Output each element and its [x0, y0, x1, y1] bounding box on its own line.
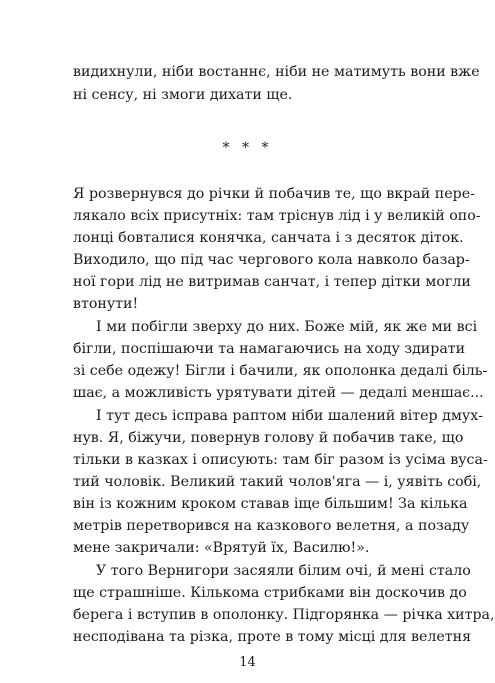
text-line: бігли, поспішаючи та намагаючись на ходу здирати [73, 341, 466, 357]
text-line: метрів перетворився на казкового велетня, а позаду [73, 518, 470, 534]
text-line: Виходило, що під час чергового кола навколо базар- [73, 252, 470, 268]
text-line: тий чоловік. Великий такий чолов'яга — і, уявіть собі, [73, 474, 482, 490]
text-line: несподівана та різка, проте в тому місці для велетня [73, 629, 472, 645]
text-line: лякало всіх присутніх: там тріснув лід і у великій опо- [73, 208, 481, 224]
page-number: 14 [239, 655, 256, 670]
section-separator: * * * [222, 140, 273, 156]
text-line: І ми побігли зверху до них. Боже мій, як же ми всі [96, 319, 478, 335]
text-line: зі себе одежу! Бігли і бачили, як ополонка дедалі біль- [73, 363, 488, 379]
text-line: ще страшніше. Кількома стрибками він доскочив до [73, 585, 467, 601]
text-line: Я розвернувся до річки й побачив те, що вкрай пере- [73, 186, 475, 202]
text-line: мене закричали: «Врятуй їх, Василю!». [73, 540, 370, 556]
text-line: берега і вступив в ополонку. Підгорянка — річка хитра, [73, 607, 495, 623]
text-line: лонці бовталися конячка, санчата і з десяток діток. [73, 230, 464, 246]
text-line: втонути! [73, 296, 139, 312]
text-line: ної гори лід не витримав санчат, і тепер дітки могли [73, 274, 471, 290]
text-line: У того Вернигори засяяли білим очі, й мені стало [96, 563, 471, 579]
text-line: ні сенсу, ні змоги дихати ще. [73, 87, 293, 103]
text-line: видихнули, ніби востаннє, ніби не матимуть вони вже [73, 64, 480, 80]
text-line: нув. Я, біжучи, повернув голову й побачив таке, що [73, 430, 464, 446]
text-line: тільки в казках і описують: там біг разом із усіма вуса- [73, 452, 488, 468]
text-line: шає, а можливість урятувати дітей — дедалі меншає... [73, 385, 484, 401]
text-line: він із кожним кроком ставав іще більшим! За кілька [73, 496, 468, 512]
text-line: І тут десь ісправа раптом ніби шалений вітер дмух- [96, 408, 484, 424]
